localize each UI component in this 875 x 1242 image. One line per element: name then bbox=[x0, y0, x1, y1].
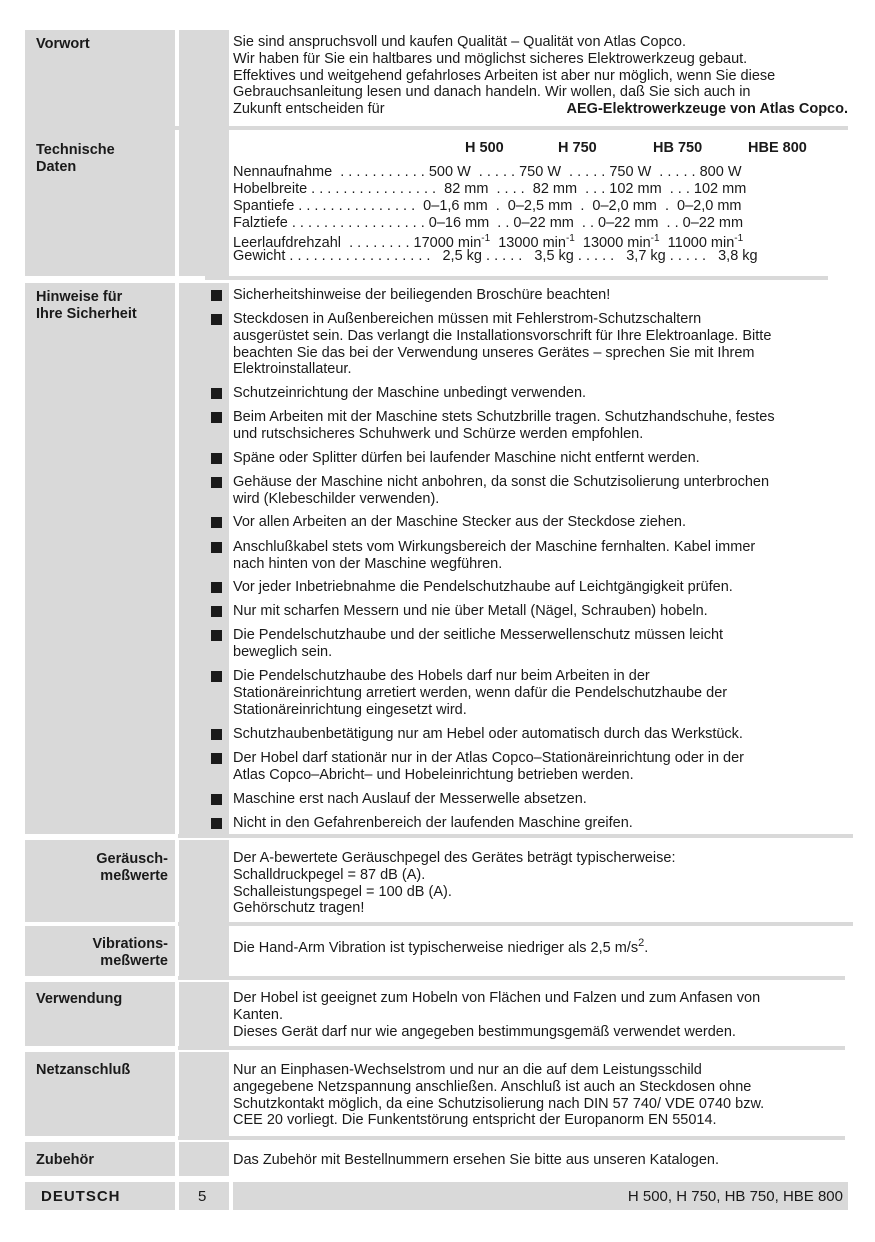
label-vibration: Vibrations- meßwerte bbox=[92, 936, 168, 969]
bullet-square-icon bbox=[211, 388, 222, 399]
section-label-bg bbox=[25, 283, 175, 834]
unit-superscript: -1 bbox=[734, 233, 744, 244]
section-mid-column bbox=[179, 283, 229, 834]
bullet-square-icon bbox=[211, 671, 222, 682]
bullet-square-icon bbox=[211, 412, 222, 423]
section-mid-column bbox=[179, 840, 229, 922]
tech-header-h500: H 500 bbox=[465, 140, 504, 156]
unit-superscript: -1 bbox=[650, 233, 660, 244]
section-label-bg bbox=[25, 1142, 175, 1176]
tech-row-falztiefe: Falztiefe . . . . . . . . . . . . . . . . . 0–16 mm . . 0–22 mm . . 0–22 mm . . 0–22 mm bbox=[233, 215, 744, 231]
tech-row-gewicht: Gewicht . . . . . . . . . . . . . . . . . . 2,5 kg . . . . . 3,5 kg . . . . . 3,7 kg . . . . . 3,8 kg bbox=[233, 248, 758, 264]
section-mid-column bbox=[179, 982, 229, 1046]
section-netzanschluss bbox=[25, 1052, 848, 1136]
footer-models-bar bbox=[233, 1182, 848, 1210]
tech-row-nennaufnahme: Nennaufnahme . . . . . . . . . . . 500 W . . . . . 750 W . . . . . 750 W . . . . . 800 W bbox=[233, 164, 742, 180]
safety-item: Schutzeinrichtung der Maschine unbedingt verwenden. bbox=[233, 385, 586, 402]
bullet-square-icon bbox=[211, 477, 222, 488]
bullet-square-icon bbox=[211, 453, 222, 464]
safety-item: Die Pendelschutzhaube des Hobels darf nur beim Arbeiten in der Stationäreinrichtung arretiert werden, wenn dafür die Pendelschutzhaube der Stationäreinrichtung eingesetzt wird. bbox=[233, 668, 727, 718]
footer-page-bar bbox=[179, 1182, 229, 1210]
section-label-bg bbox=[25, 840, 175, 922]
safety-item: Nicht in den Gefahrenbereich der laufenden Maschine greifen. bbox=[233, 815, 633, 832]
section-label-bg bbox=[25, 30, 175, 126]
divider bbox=[178, 1136, 845, 1140]
safety-item: Maschine erst nach Auslauf der Messerwelle absetzen. bbox=[233, 791, 587, 808]
vorwort-line: Sie sind anspruchsvoll und kaufen Qualität – Qualität von Atlas Copco. bbox=[233, 34, 686, 50]
zubehoer-text: Das Zubehör mit Bestellnummern ersehen Sie bitte aus unseren Katalogen. bbox=[233, 1152, 720, 1168]
section-sicherheit bbox=[25, 283, 848, 834]
tech-header-h750: H 750 bbox=[558, 140, 597, 156]
tech-row-leerlaufdrehzahl: Leerlaufdrehzahl . . . . . . . . 17000 $\min^{-1} 13000$ $\min^{-1} 13000$ $\min^{-1} 11000$ $\min^{-1}$ bbox=[233, 233, 744, 251]
footer-models: H 500, H 750, HB 750, HBE 800 bbox=[627, 1188, 843, 1205]
label-vorwort: Vorwort bbox=[36, 36, 90, 52]
section-vorwort bbox=[25, 30, 848, 126]
section-verwendung bbox=[25, 982, 848, 1046]
safety-item: Anschlußkabel stets vom Wirkungsbereich der Maschine fernhalten. Kabel immer nach hinten von der Maschine wegführen. bbox=[233, 539, 755, 573]
footer-language-bar bbox=[25, 1182, 175, 1210]
bullet-square-icon bbox=[211, 606, 222, 617]
safety-item: Schutzhaubenbetätigung nur am Hebel oder automatisch durch das Werkstück. bbox=[233, 726, 743, 743]
divider bbox=[178, 834, 853, 838]
tech-row-spantiefe: Spantiefe . . . . . . . . . . . . . . . 0–1,6 mm . 0–2,5 mm . 0–2,0 mm . 0–2,0 mm bbox=[233, 198, 742, 214]
safety-item: Steckdosen in Außenbereichen müssen mit Fehlerstrom-Schutzschaltern ausgerüstet sein. Das verlangt die Installationsvorschrift für Ihre Elektroanlage. Bitte beachten Sie das bei der Verwendung unseres Gerätes – sprechen Sie mit Ihrem Elektroinstallateur. bbox=[233, 311, 771, 378]
bullet-square-icon bbox=[211, 582, 222, 593]
safety-item: Gehäuse der Maschine nicht anbohren, da sonst die Schutzisolierung unterbrochen wird (Klebeschilder verwenden). bbox=[233, 474, 769, 508]
bullet-square-icon bbox=[211, 794, 222, 805]
bullet-square-icon bbox=[211, 729, 222, 740]
bullet-square-icon bbox=[211, 542, 222, 553]
bullet-square-icon bbox=[211, 630, 222, 641]
safety-item: Späne oder Splitter dürfen bei laufender Maschine nicht entfernt werden. bbox=[233, 450, 700, 467]
section-mid-column bbox=[179, 1142, 229, 1176]
tech-header-hbe800: HBE 800 bbox=[748, 140, 807, 156]
safety-item: Der Hobel darf stationär nur in der Atlas Copco–Stationäreinrichtung oder in der Atlas Copco–Abricht– und Hobeleinrichtung betrieben werden. bbox=[233, 750, 744, 784]
bullet-square-icon bbox=[211, 753, 222, 764]
section-mid-column bbox=[179, 1052, 229, 1136]
vorwort-text bbox=[233, 34, 848, 118]
section-label-bg bbox=[25, 926, 175, 976]
label-netzanschluss: Netzanschluß bbox=[36, 1062, 131, 1078]
section-mid-column bbox=[179, 130, 229, 276]
vorwort-last-left: Zukunft entscheiden für bbox=[233, 101, 385, 118]
safety-item: Sicherheitshinweise der beiliegenden Broschüre beachten! bbox=[233, 287, 610, 304]
safety-item: Die Pendelschutzhaube und der seitliche Messerwellenschutz müssen leicht beweglich sein. bbox=[233, 627, 723, 661]
label-geraeusch: Geräusch- meßwerte bbox=[96, 851, 168, 884]
footer-page-number: 5 bbox=[198, 1188, 207, 1205]
section-technische-daten bbox=[25, 130, 848, 276]
section-label-bg bbox=[25, 130, 175, 276]
safety-item: Vor jeder Inbetriebnahme die Pendelschutzhaube auf Leichtgängigkeit prüfen. bbox=[233, 579, 733, 596]
bullet-square-icon bbox=[211, 314, 222, 325]
unit-superscript: -1 bbox=[565, 233, 575, 244]
section-label-bg bbox=[25, 982, 175, 1046]
netz-text: Nur an Einphasen-Wechselstrom und nur an die auf dem Leistungsschild angegebene Netzspannung anschließen. Anschluß ist auch an Steckdosen ohne Schutzkontakt möglich, da eine Schutzisolierung nach DIN 57 740/ VDE 0740 bzw. CEE 20 vorliegt. Die Funkentstörung entspricht der Europanorm EN 55014. bbox=[233, 1062, 765, 1129]
vorwort-line: Wir haben für Sie ein haltbares und möglichst sicheres Elektrowerkzeug gebaut. bbox=[233, 50, 748, 67]
safety-item: Vor allen Arbeiten an der Maschine Stecker aus der Steckdose ziehen. bbox=[233, 514, 686, 531]
label-verwendung: Verwendung bbox=[36, 991, 123, 1007]
vibration-text: Die Hand-Arm Vibration ist typischerweise niedriger als 2,5 $m/s^2$. bbox=[233, 937, 649, 956]
label-sicherheit: Hinweise für Ihre Sicherheit bbox=[36, 289, 137, 322]
unit-superscript: -1 bbox=[481, 233, 491, 244]
bullet-square-icon bbox=[211, 818, 222, 829]
vibration-superscript: 2 bbox=[638, 937, 645, 949]
section-geraeusch bbox=[25, 840, 848, 922]
vorwort-brand: AEG-Elektrowerkzeuge von Atlas Copco. bbox=[566, 101, 848, 118]
safety-item: Beim Arbeiten mit der Maschine stets Schutzbrille tragen. Schutzhandschuhe, festes und rutschsicheres Schuhwerk und Schürze werden empfohlen. bbox=[233, 409, 775, 443]
label-zubehoer: Zubehör bbox=[36, 1152, 94, 1168]
verwendung-text: Der Hobel ist geeignet zum Hobeln von Flächen und Falzen und zum Anfasen von Kanten. Dieses Gerät darf nur wie angegeben bestimmungsgemäß verwendet werden. bbox=[233, 990, 761, 1040]
label-technische-daten: Technische Daten bbox=[36, 142, 115, 175]
divider bbox=[178, 976, 845, 980]
safety-item: Nur mit scharfen Messern und nie über Metall (Nägel, Schrauben) hobeln. bbox=[233, 603, 708, 620]
bullet-square-icon bbox=[211, 517, 222, 528]
vorwort-line: Gebrauchsanleitung lesen und danach handeln. Wir wollen, daß Sie sich auch in bbox=[233, 84, 751, 101]
geraeusch-text: Der A-bewertete Geräuschpegel des Gerätes beträgt typischerweise: Schalldruckpegel = 87 dB (A). Schalleistungspegel = 100 dB (A). Gehörschutz tragen! bbox=[233, 850, 676, 917]
section-zubehoer bbox=[25, 1142, 848, 1176]
section-label-bg bbox=[25, 1052, 175, 1136]
section-mid-column bbox=[179, 926, 229, 976]
vorwort-line: Effektives und weitgehend gefahrloses Arbeiten ist aber nur möglich, wenn Sie diese bbox=[233, 67, 776, 84]
divider bbox=[178, 1046, 845, 1050]
section-vibration bbox=[25, 926, 848, 976]
section-mid-column bbox=[179, 30, 229, 126]
tech-row-hobelbreite: Hobelbreite . . . . . . . . . . . . . . . . 82 mm . . . . 82 mm . . . 102 mm . . . 102 mm bbox=[233, 181, 747, 197]
tech-header-hb750: HB 750 bbox=[653, 140, 703, 156]
footer-language: DEUTSCH bbox=[41, 1188, 121, 1205]
bullet-square-icon bbox=[211, 290, 222, 301]
